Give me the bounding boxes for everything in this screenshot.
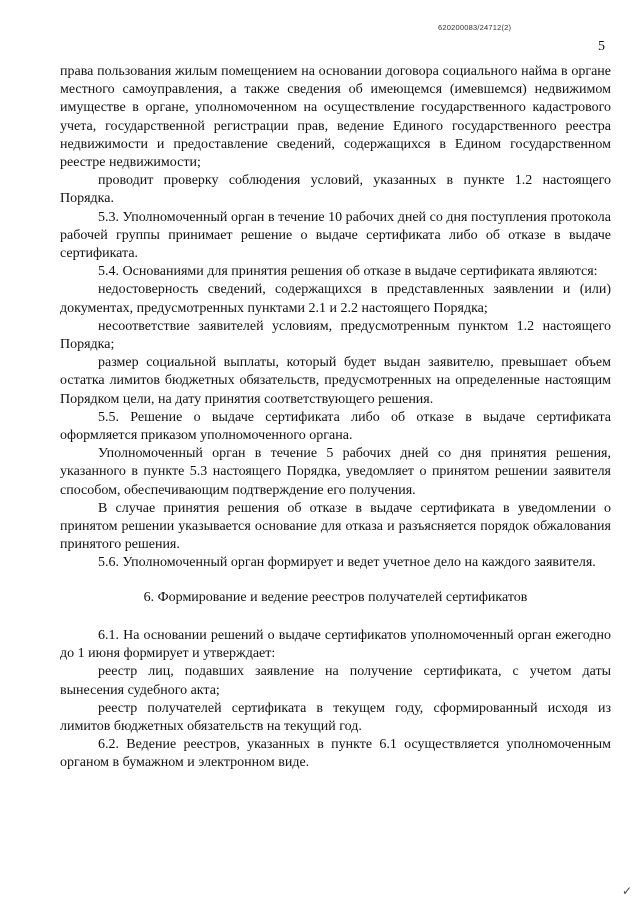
page-number: 5 <box>598 39 605 54</box>
section-heading: 6. Формирование и ведение реестров получателей сертификатов <box>143 589 528 605</box>
paragraph-6-1: 6.1. На основании решений о выдаче сертификатов уполномоченный орган ежегодно до 1 июня формирует и утверждает: <box>60 627 611 662</box>
paragraph: В случае принятия решения об отказе в выдаче сертификата в уведомлении о принятом решении указывается основание для отказа и разъясняется порядок обжалования принятого решения. <box>60 500 611 553</box>
document-body <box>60 63 611 773</box>
paragraph-continuation: права пользования жилым помещением на основании договора социального найма в органе местного самоуправления, а также сведения об имеющемся (имевшемся) недвижимом имуществе в органе, уполномоченном на осуществление государственного кадастрового учета, государственной регистрации прав, ведение Единого государственного реестра недвижимости и предоставление сведений, содержащихся в Едином государственном реестре недвижимости; <box>60 64 611 171</box>
document-id: 620200083/24712(2) <box>438 23 512 32</box>
paragraph: реестр получателей сертификата в текущем году, сформированный исходя из лимитов бюджетных обязательств на текущий год. <box>60 700 611 734</box>
paragraph-5-5: 5.5. Решение о выдаче сертификата либо об отказе в выдаче сертификата оформляется приказом уполномоченного органа. <box>60 409 611 444</box>
paragraph: проводит проверку соблюдения условий, указанных в пункте 1.2 настоящего Порядка. <box>60 173 611 207</box>
paragraph-5-4: 5.4. Основаниями для принятия решения об отказе в выдаче сертификата являются: <box>98 264 598 280</box>
paragraph-5-3: 5.3. Уполномоченный орган в течение 10 рабочих дней со дня поступления протокола рабочей группы принимает решение о выдаче сертификата либо об отказе в выдаче сертификата. <box>60 209 611 262</box>
paragraph-5-6: 5.6. Уполномоченный орган формирует и ведет учетное дело на каждого заявителя. <box>98 555 596 571</box>
paragraph: недостоверность сведений, содержащихся в представленных заявлении и (или) документах, предусмотренных пунктами 2.1 и 2.2 настоящего Порядка; <box>60 282 611 316</box>
paragraph: размер социальной выплаты, который будет выдан заявителю, превышает объем остатка лимитов бюджетных обязательств, предусмотренных на определенные настоящим Порядком цели, на дату принятия соответствующего решения. <box>60 355 611 407</box>
paragraph: Уполномоченный орган в течение 5 рабочих дней со дня принятия решения, указанного в пункте 5.3 настоящего Порядка, уведомляет о принятом решении заявителя способом, обеспечивающим подтверждение его получения. <box>60 446 611 498</box>
paragraph-6-2: 6.2. Ведение реестров, указанных в пункте 6.1 осуществляется уполномоченным органом в бумажном и электронном виде. <box>60 737 611 771</box>
corner-check-mark: ✓ <box>621 884 632 898</box>
paragraph: реестр лиц, подавших заявление на получение сертификата, с учетом даты вынесения судебного акта; <box>60 664 611 698</box>
paragraph: несоответствие заявителей условиям, предусмотренным пунктом 1.2 настоящего Порядка; <box>60 318 611 353</box>
